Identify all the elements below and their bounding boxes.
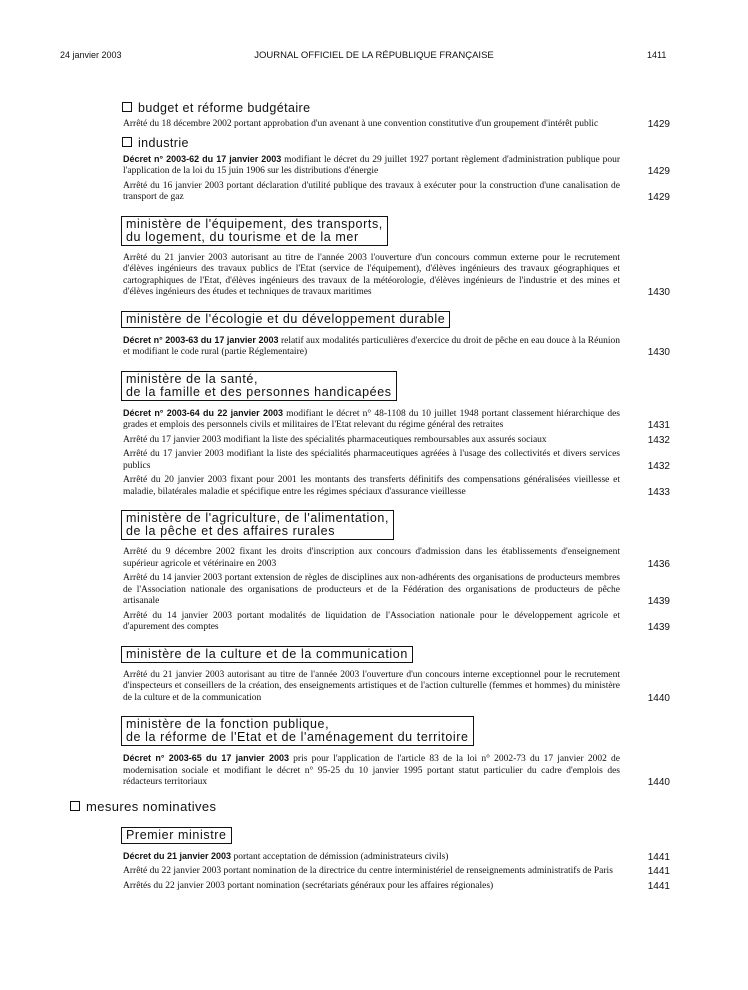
category-heading xyxy=(122,100,748,116)
entry-description: portant acceptation de démission (administrateurs civils) xyxy=(231,851,449,862)
entry-text xyxy=(123,547,620,570)
entry-description: Arrêté du 16 janvier 2003 portant déclaration d'utilité publique des travaux à exécuter pour la construction d'une canalisation de transport de gaz xyxy=(123,180,620,202)
ministry-heading-box xyxy=(121,311,450,328)
entry-text xyxy=(123,154,620,178)
entry-description: Arrêté du 18 décembre 2002 portant approbation d'un avenant à une convention constitutive d'un groupement d'intérêt public xyxy=(123,119,599,129)
category-title: industrie xyxy=(138,135,189,150)
ministry-heading-line: ministère de l'agriculture, de l'alimentation, xyxy=(126,511,390,525)
header-page-number: 1411 xyxy=(647,50,667,60)
section-block xyxy=(0,799,748,815)
entry-text xyxy=(123,119,620,131)
toc-entry[interactable] xyxy=(123,334,670,359)
entry-text xyxy=(123,881,620,893)
entry-description: Arrêté du 14 janvier 2003 portant modalités de liquidation de l'Association nationale pour le développement agricole et d'apurement des comptes xyxy=(123,610,620,632)
entry-page-number: 1431 xyxy=(647,420,670,431)
toc-entry[interactable] xyxy=(123,573,670,608)
entry-page-number: 1433 xyxy=(647,486,670,498)
entry-text xyxy=(123,611,620,634)
section-block xyxy=(0,135,748,204)
toc-entry[interactable] xyxy=(123,407,670,432)
toc-entry[interactable] xyxy=(123,850,670,864)
entry-page-number: 1430 xyxy=(647,287,670,298)
ministry-heading-line: de la réforme de l'Etat et de l'aménagement du territoire xyxy=(126,730,469,744)
section-block xyxy=(0,707,748,789)
entry-decree-lead: Décret n° 2003-62 du 17 janvier 2003 xyxy=(123,153,282,164)
ministry-heading-box xyxy=(121,827,232,844)
page-header xyxy=(0,50,748,64)
entry-text xyxy=(123,335,620,359)
entry-description: Arrêté du 9 décembre 2002 fixant les droits d'inscription aux concours d'admission dans les établissements d'enseignement supérieur agricole et vétérinaire en 2003 xyxy=(123,547,620,569)
entry-page-number: 1432 xyxy=(647,460,670,472)
toc-entry[interactable] xyxy=(123,434,670,447)
entry-description: Arrêté du 21 janvier 2003 autorisant au titre de l'année 2003 l'ouverture d'un concours interne exceptionnel pour le recrutement d'inspecteurs et conseillers de la création, des enseignements artistiques et de l'action culturelle (femmes et hommes) du ministère de la culture et de la communication xyxy=(123,669,620,703)
entry-text xyxy=(123,449,620,472)
ministry-heading-line: de la pêche et des affaires rurales xyxy=(126,524,336,538)
entry-text xyxy=(123,408,620,432)
entry-text xyxy=(123,866,620,878)
category-heading xyxy=(70,799,748,815)
ministry-heading-box xyxy=(121,510,394,540)
checkbox-square-icon xyxy=(70,801,80,811)
entry-page-number: 1432 xyxy=(647,434,670,446)
entry-page-number: 1441 xyxy=(647,866,670,877)
entry-page-number: 1441 xyxy=(647,851,670,863)
entry-page-number: 1440 xyxy=(647,692,670,704)
entry-description: Arrêtés du 22 janvier 2003 portant nomination (secrétariats généraux pour les affaires régionales) xyxy=(123,880,494,891)
toc-entry[interactable] xyxy=(123,475,670,498)
checkbox-square-icon xyxy=(122,137,132,147)
ministry-heading-box xyxy=(121,216,388,246)
entry-text xyxy=(123,435,620,447)
entry-decree-lead: Décret du 21 janvier 2003 xyxy=(123,850,232,861)
entry-decree-lead: Décret n° 2003-65 du 17 janvier 2003 xyxy=(123,753,289,763)
toc-entry[interactable] xyxy=(123,880,670,893)
ministry-heading-box xyxy=(121,646,413,663)
toc-entry[interactable] xyxy=(123,866,670,878)
toc-entry[interactable] xyxy=(123,753,670,789)
entry-text xyxy=(123,573,620,608)
ministry-heading-line: ministère de la culture et de la communication xyxy=(126,646,408,661)
section-block xyxy=(0,207,748,299)
entry-description: Arrêté du 14 janvier 2003 portant extension de règles de disciplines aux non-adhérents des organisations de producteurs membres de l'Association nationale des organisations de producteurs et de la Fédération des organisations de producteurs de pêche artisanale xyxy=(123,573,620,606)
toc-entry[interactable] xyxy=(123,449,670,472)
header-journal-title: JOURNAL OFFICIEL DE LA RÉPUBLIQUE FRANÇAISE xyxy=(254,50,494,61)
entry-page-number: 1430 xyxy=(647,347,670,358)
ministry-heading-line: de la famille et des personnes handicapées xyxy=(126,384,392,399)
entry-page-number: 1429 xyxy=(647,119,670,130)
section-block xyxy=(0,501,748,634)
entry-page-number: 1440 xyxy=(647,777,670,788)
toc-entry[interactable] xyxy=(123,610,670,634)
entry-page-number: 1429 xyxy=(647,166,670,177)
entry-description: Arrêté du 21 janvier 2003 autorisant au titre de l'année 2003 l'ouverture d'un concours commun externe pour le recrutement d'élèves ingénieurs des travaux publics de l'Etat (service de l'équipement), d'élèves ingénieurs des travaux géographiques et cartographiques de l'Etat, d'élèves ingénieurs des travaux de la météorologie, d'élèves ingénieurs de l'industrie et des mines et d'élèves ingénieurs des études et techniques de travaux maritimes xyxy=(123,252,620,297)
toc-entry[interactable] xyxy=(123,252,670,299)
ministry-heading-line: du logement, du tourisme et de la mer xyxy=(126,229,359,244)
toc-entry[interactable] xyxy=(123,547,670,570)
entry-description: pris pour l'application de l'article 83 de la loi n° 2002-73 du 17 janvier 2002 de modernisation sociale et modifiant le décret n° 95-25 du 10 janvier 1995 portant statut particulier du cadre d'emplois des rédacteurs territoriaux xyxy=(123,754,620,787)
category-title: budget et réforme budgétaire xyxy=(138,101,311,115)
ministry-heading-line: ministère de l'équipement, des transports, xyxy=(126,216,383,231)
toc-entry[interactable] xyxy=(123,180,670,204)
category-title: mesures nominatives xyxy=(86,798,217,814)
category-heading xyxy=(122,135,748,151)
ministry-heading-line: ministère de la santé, xyxy=(126,371,259,386)
entry-text xyxy=(123,475,620,498)
entry-text xyxy=(123,253,620,299)
section-block xyxy=(0,100,748,131)
section-block xyxy=(0,362,748,499)
ministry-heading-line: ministère de l'écologie et du développement durable xyxy=(126,311,446,326)
toc-entry[interactable] xyxy=(123,119,670,131)
entry-description: Arrêté du 17 janvier 2003 modifiant la liste des spécialités pharmaceutiques remboursables aux assurés sociaux xyxy=(123,434,547,445)
entry-page-number: 1441 xyxy=(647,880,670,892)
entry-text xyxy=(123,851,620,864)
entry-text xyxy=(123,753,620,789)
entry-description: Arrêté du 17 janvier 2003 modifiant la liste des spécialités pharmaceutiques agréées à l'usage des collectivités et divers services publics xyxy=(123,449,620,471)
entry-description: Arrêté du 22 janvier 2003 portant nomination de la directrice du centre interministériel de renseignements administratifs de Paris xyxy=(123,866,613,876)
ministry-heading-box xyxy=(121,371,397,401)
checkbox-square-icon xyxy=(122,102,132,112)
toc-entry[interactable] xyxy=(123,669,670,705)
toc-entry[interactable] xyxy=(123,153,670,178)
entry-description: modifiant le décret n° 48-1108 du 10 juillet 1948 portant classement hiérarchique des grades et emplois des personnels civils et militaires de l'Etat relevant du régime général des retraites xyxy=(123,408,620,430)
section-block xyxy=(0,818,748,893)
ministry-heading-box xyxy=(121,716,474,746)
table-of-contents xyxy=(0,96,748,895)
ministry-heading-line: Premier ministre xyxy=(126,827,227,842)
entry-text xyxy=(123,181,620,204)
entry-decree-lead: Décret n° 2003-64 du 22 janvier 2003 xyxy=(123,407,283,418)
entry-page-number: 1439 xyxy=(647,622,670,633)
entry-description: relatif aux modalités particulières d'exercice du droit de pêche en eau douce à la Réunion et modifiant le code rural (partie Réglementaire) xyxy=(123,335,620,357)
header-date: 24 janvier 2003 xyxy=(60,50,122,60)
entry-description: modifiant le décret du 29 juillet 1927 portant règlement d'administration publique pour l'application de la loi du 15 juin 1906 sur les distributions d'énergie xyxy=(123,154,620,176)
entry-text xyxy=(123,670,620,705)
entry-description: Arrêté du 20 janvier 2003 fixant pour 2001 les montants des transferts définitifs des compensations généralisées vieillesse et maladie, bilatérales maladie et spécifique entre les régimes spéciaux d'assurance vieillesse xyxy=(123,475,620,497)
entry-page-number: 1429 xyxy=(647,192,670,203)
entry-page-number: 1439 xyxy=(647,596,670,607)
entry-page-number: 1436 xyxy=(647,558,670,570)
ministry-heading-line: ministère de la fonction publique, xyxy=(126,717,330,731)
section-block xyxy=(0,302,748,359)
entry-decree-lead: Décret n° 2003-63 du 17 janvier 2003 xyxy=(123,334,279,345)
section-block xyxy=(0,637,748,705)
